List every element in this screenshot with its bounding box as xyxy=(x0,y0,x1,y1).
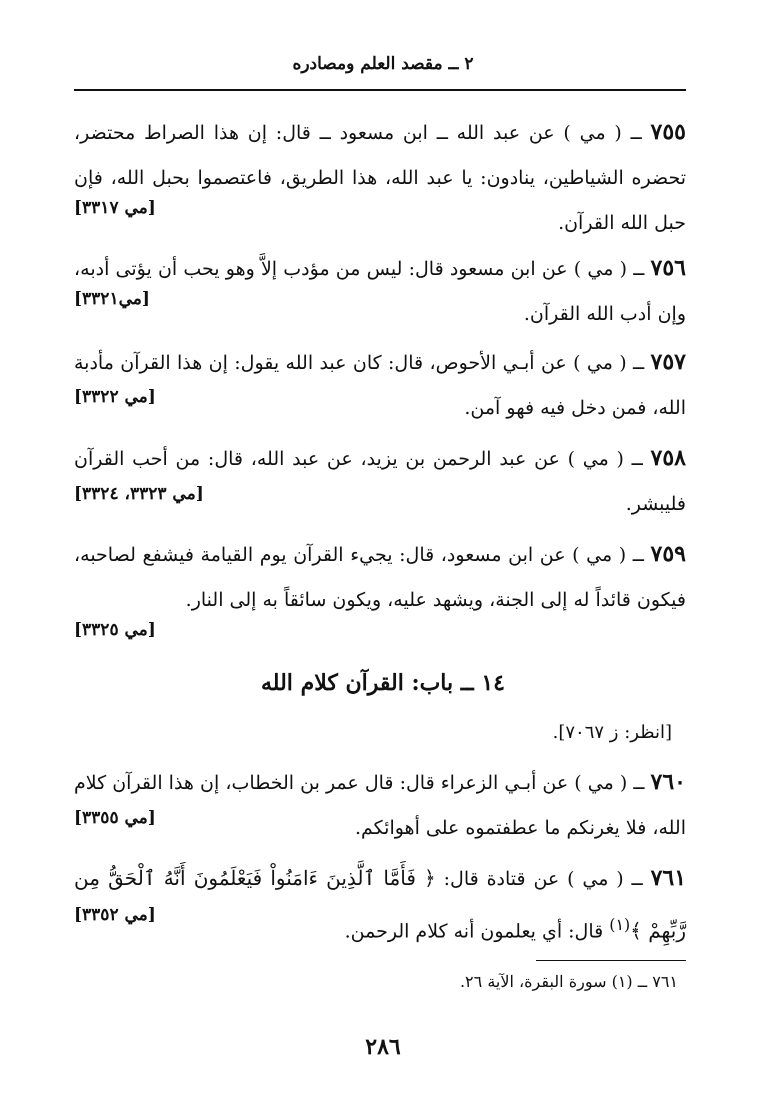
page-number: ٢٨٦ xyxy=(365,1034,401,1060)
entry-text: ٧٦٠ ــ ( مي ) عن أبـي الزعراء قال: قال عمر بن الخطاب، إن هذا القرآن كلام الله، فلا يغرنكم ما عطفتموه على أهوائكم. xyxy=(74,769,686,839)
entry-number: ٧٥٧ xyxy=(650,349,686,375)
entry-text: ٧٦١ ــ ( مي ) عن قتادة قال: ﴿ فَأَمَّا ٱلَّذِينَ ءَامَنُواْ فَيَعْلَمُونَ أَنَّهُ ٱلْحَقُّ مِن رَّبِّهِمْ ﴾$^{(١)}$ قال: أي يعلمون أنه كلام الرحمن. xyxy=(74,865,687,943)
entry-text: ٧٥٥ ــ ( مي ) عن عبد الله ــ ابن مسعود ــ قال: إن هذا الصراط محتضر، تحضره الشياطين، ينادون: يا عبد الله، هذا الطريق، فاعتصموا بحبل الله، فإن حبل الله القرآن. xyxy=(74,119,686,234)
hadith-entry-756 xyxy=(74,246,686,337)
hadith-entry-758 xyxy=(74,436,686,527)
footnote-marker: (١) xyxy=(609,915,631,934)
entry-number: ٧٦٠ xyxy=(650,769,686,795)
entry-number: ٧٥٥ xyxy=(650,119,686,145)
reference-757: [مي ٣٣٢٢] xyxy=(74,387,156,407)
reference-760: [مي ٣٣٥٥] xyxy=(74,808,156,828)
reference-758: [مي ٣٣٢٣، ٣٣٢٤] xyxy=(74,484,204,504)
reference-761: [مي ٣٣٥٢] xyxy=(74,905,156,925)
entry-text: ٧٥٨ ــ ( مي ) عن عبد الرحمن بن يزيد، عن عبد الله، قال: من أحب القرآن فليبشر. xyxy=(74,445,686,515)
hadith-entry-760 xyxy=(74,760,686,851)
entry-number: ٧٦١ xyxy=(650,865,687,891)
entry-text: ٧٥٦ ــ ( مي ) عن ابن مسعود قال: ليس من مؤدب إلاَّ وهو يحب أن يؤتى أدبه، وإن أدب الله القرآن. xyxy=(74,255,686,325)
reference-759: [مي ٣٣٢٥] xyxy=(74,620,156,640)
hadith-entry-759 xyxy=(74,532,686,623)
entry-number: ٧٥٩ xyxy=(650,541,686,567)
hadith-entry-755 xyxy=(74,110,686,246)
reference-756: [مي٣٣٢١] xyxy=(74,289,150,309)
quran-verse: ﴿ فَأَمَّا ٱلَّذِينَ ءَامَنُواْ فَيَعْلَمُونَ أَنَّهُ ٱلْحَقُّ مِن رَّبِّهِمْ ﴾ xyxy=(74,866,686,943)
section-title: ١٤ ــ باب: القرآن كلام الله xyxy=(261,670,505,696)
hadith-entry-757 xyxy=(74,340,686,431)
cross-reference-note: [انظر: ز ٧٠٦٧]. xyxy=(552,722,672,743)
entry-number: ٧٥٦ xyxy=(650,255,686,281)
hadith-entry-761 xyxy=(74,856,686,954)
entry-text: ٧٥٧ ــ ( مي ) عن أبـي الأحوص، قال: كان عبد الله يقول: إن هذا القرآن مأدبة الله، فمن دخل فيه فهو آمن. xyxy=(74,349,686,419)
reference-755: [مي ٣٣١٧] xyxy=(74,198,156,218)
header-rule xyxy=(74,89,686,91)
running-head: ٢ ــ مقصد العلم ومصادره xyxy=(292,54,474,74)
footnote: ٧٦١ ــ (١) سورة البقرة، الآية ٢٦. xyxy=(459,972,678,991)
footnote-rule xyxy=(536,960,686,961)
entry-number: ٧٥٨ xyxy=(650,445,686,471)
entry-text: ٧٥٩ ــ ( مي ) عن ابن مسعود، قال: يجيء القرآن يوم القيامة فيشفع لصاحبه، فيكون قائداً له إلى الجنة، ويشهد عليه، ويكون سائقاً به إلى النار. xyxy=(74,541,686,611)
